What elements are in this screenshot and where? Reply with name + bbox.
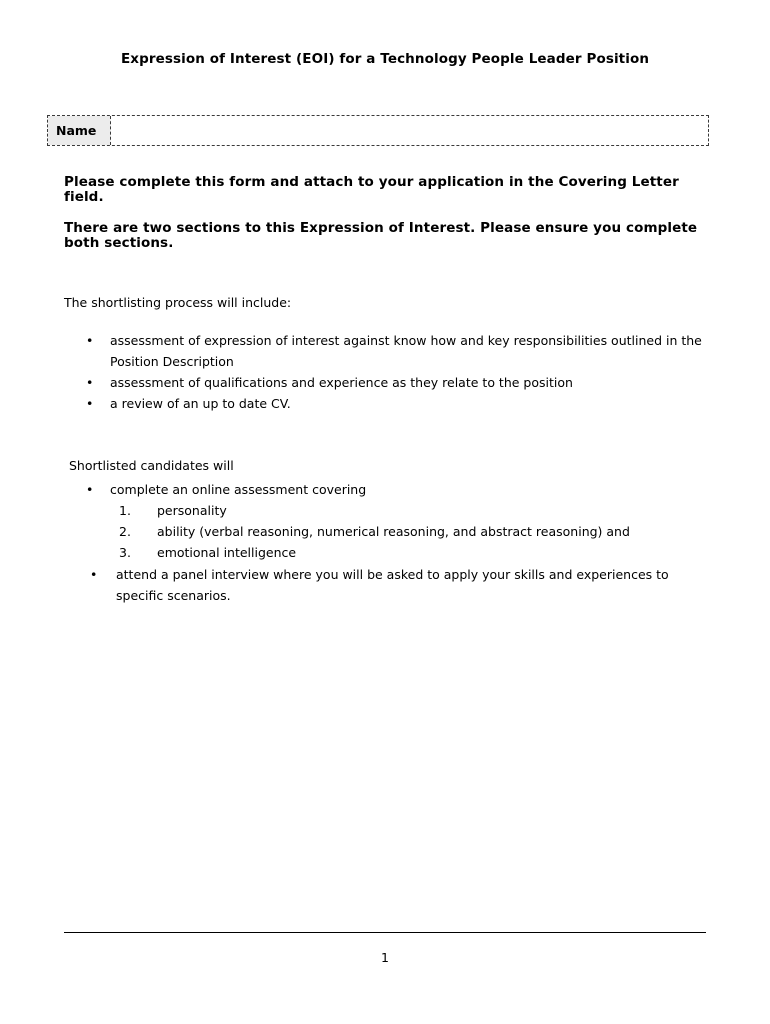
list-item-text: personality	[157, 503, 227, 518]
name-field-table	[47, 115, 709, 146]
list-item-text: emotional intelligence	[157, 545, 297, 560]
shortlisted-list-interview	[90, 564, 710, 606]
footer-divider	[64, 932, 706, 933]
list-item: • a review of an up to date CV.	[86, 393, 706, 414]
instruction-sections: There are two sections to this Expression of Interest. Please ensure you complete both sections.	[64, 220, 698, 251]
instruction-attach: Please complete this form and attach to your application in the Covering Letter field.	[64, 174, 679, 205]
shortlisted-intro: Shortlisted candidates will	[69, 458, 234, 473]
assessment-sublist	[119, 500, 719, 563]
document-title: Expression of Interest (EOI) for a Technology People Leader Position	[120, 51, 650, 67]
list-item-number: 2.	[119, 524, 131, 539]
list-item: • assessment of qualifications and experience as they relate to the position	[86, 372, 706, 393]
list-item-text: ability (verbal reasoning, numerical reasoning, and abstract reasoning) and	[157, 524, 630, 539]
list-item: • attend a panel interview where you will be asked to apply your skills and experiences to specific scenarios.	[90, 564, 710, 606]
list-item-number: 1.	[119, 503, 131, 518]
shortlisting-list	[86, 330, 706, 414]
list-item: • complete an online assessment covering	[86, 479, 706, 500]
list-item	[119, 500, 719, 521]
shortlisting-intro: The shortlisting process will include:	[64, 295, 292, 310]
list-item	[119, 542, 719, 563]
page-number: 1	[381, 950, 389, 965]
list-item-number: 3.	[119, 545, 131, 560]
shortlisted-list-assessment	[86, 479, 706, 500]
name-field-input[interactable]	[111, 116, 708, 145]
name-field-label: Name	[48, 116, 111, 145]
list-item: • assessment of expression of interest against know how and key responsibilities outlined in the Position Description	[86, 330, 706, 372]
list-item	[119, 521, 719, 542]
